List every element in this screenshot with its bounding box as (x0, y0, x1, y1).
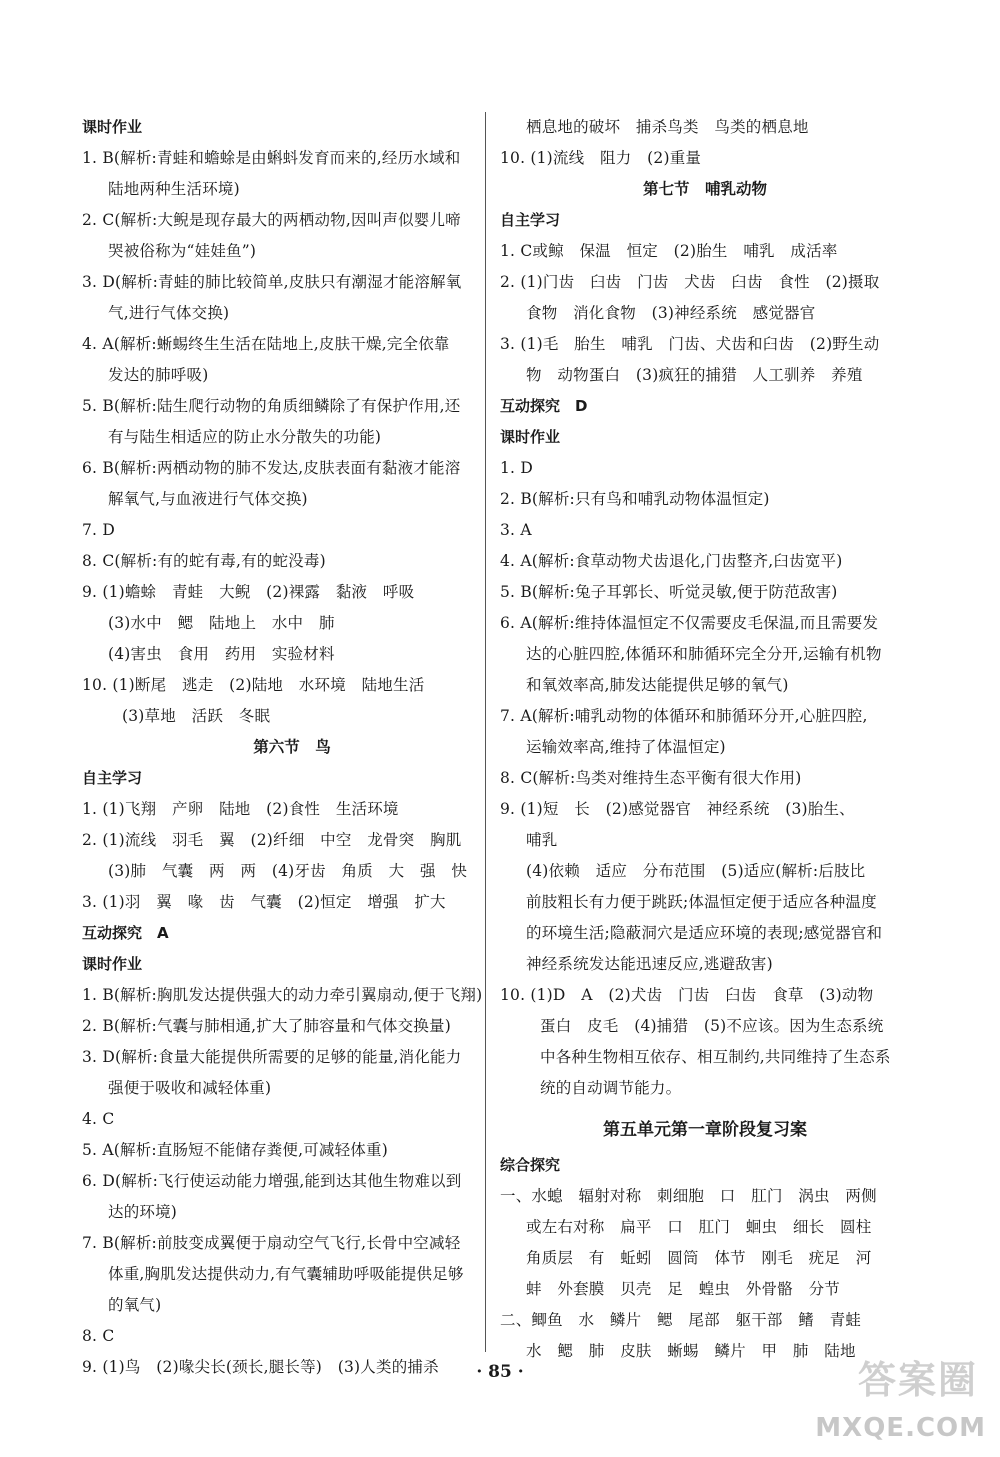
answer-continuation: 食物 消化食物 (3)神经系统 感觉器官 (526, 304, 816, 322)
answer-line: 5. B(解析:陆生爬行动物的角质细鳞除了有保护作用,还 (82, 397, 461, 415)
answer-line: 3. (1)羽 翼 喙 齿 气囊 (2)恒定 增强 扩大 (82, 893, 446, 911)
answer-continuation: 中各种生物相互依存、相互制约,共同维持了生态系 (540, 1048, 891, 1066)
answer-continuation: 发达的肺呼吸) (108, 366, 209, 384)
answer-continuation: 达的心脏四腔,体循环和肺循环完全分开,运输有机物 (526, 645, 882, 663)
answer-continuation: (3)肺 气囊 两 两 (4)牙齿 角质 大 强 快 (108, 862, 468, 880)
answer-line: 一、水螅 辐射对称 刺细胞 口 肛门 涡虫 两侧 (500, 1187, 877, 1205)
answer-line: 3. D(解析:青蛙的肺比较简单,皮肤只有潮湿才能溶解氧 (82, 273, 462, 291)
answer-continuation: 统的自动调节能力。 (540, 1079, 682, 1097)
answer-line: 1. C或鲸 保温 恒定 (2)胎生 哺乳 成活率 (500, 242, 838, 260)
right-column (500, 112, 910, 1367)
answer-continuation: 体重,胸肌发达提供动力,有气囊辅助呼吸能提供足够 (108, 1265, 464, 1283)
answer-line: 2. C(解析:大鲵是现存最大的两栖动物,因叫声似婴儿啼 (82, 211, 461, 229)
answer-line: 5. A(解析:直肠短不能储存粪便,可减轻体重) (82, 1141, 388, 1159)
answer-line: 7. A(解析:哺乳动物的体循环和肺循环分开,心脏四腔, (500, 707, 868, 725)
answer-continuation: 运输效率高,维持了体温恒定) (526, 738, 726, 756)
answer-continuation: (4)依赖 适应 分布范围 (5)适应(解析:后肢比 (526, 862, 866, 880)
answer-continuation: 强便于吸收和减轻体重) (108, 1079, 272, 1097)
answer-continuation: (4)害虫 食用 药用 实验材料 (108, 645, 335, 663)
answer-line: 4. C (82, 1110, 115, 1128)
section-heading: 自主学习 (82, 769, 143, 787)
answer-line: 1. B(解析:青蛙和蟾蜍是由蝌蚪发育而来的,经历水域和 (82, 149, 461, 167)
answer-line: 5. B(解析:兔子耳郭长、听觉灵敏,便于防范敌害) (500, 583, 838, 601)
answer-line: 二、鲫鱼 水 鳞片 鳃 尾部 躯干部 鳍 青蛙 (500, 1311, 862, 1329)
answer-continuation: 神经系统发达能迅速反应,逃避敌害) (526, 955, 773, 973)
answer-continuation: 蚌 外套膜 贝壳 足 蝗虫 外骨骼 分节 (526, 1280, 841, 1298)
answer-continuation: 或左右对称 扁平 口 肛门 蛔虫 细长 圆柱 (526, 1218, 872, 1236)
section-heading: 互动探究 D (500, 397, 588, 415)
answer-line: 2. B(解析:只有鸟和哺乳动物体温恒定) (500, 490, 770, 508)
answer-continuation: 水 鳃 肺 皮肤 蜥蜴 鳞片 甲 肺 陆地 (526, 1342, 856, 1360)
section-heading: 自主学习 (500, 211, 561, 229)
answer-line: 9. (1)鸟 (2)喙尖长(颈长,腿长等) (3)人类的捕杀 (82, 1358, 439, 1376)
answer-continuation: 角质层 有 蚯蚓 圆筒 体节 刚毛 疣足 河 (526, 1249, 872, 1267)
answer-continuation: 解氧气,与血液进行气体交换) (108, 490, 308, 508)
answer-line: 3. A (500, 521, 532, 539)
answer-line: 6. A(解析:维持体温恒定不仅需要皮毛保温,而且需要发 (500, 614, 879, 632)
answer-continuation: 的氧气) (108, 1296, 162, 1314)
answer-line: 8. C (82, 1327, 115, 1345)
answer-line: 1. D (500, 459, 533, 477)
answer-line: 10. (1)断尾 逃走 (2)陆地 水环境 陆地生活 (82, 676, 425, 694)
answer-line: 2. B(解析:气囊与肺相通,扩大了肺容量和气体交换量) (82, 1017, 451, 1035)
watermark (816, 1343, 986, 1443)
answer-continuation: 的环境生活;隐蔽洞穴是适应环境的表现;感觉器官和 (526, 924, 883, 942)
answer-line: 3. D(解析:食量大能提供所需要的足够的能量,消化能力 (82, 1048, 462, 1066)
answer-continuation: 前肢粗长有力便于跳跃;体温恒定便于适应各种温度 (526, 893, 877, 911)
answer-line: 8. C(解析:有的蛇有毒,有的蛇没毒) (82, 552, 326, 570)
answer-line: 4. A(解析:蜥蜴终生生活在陆地上,皮肤干燥,完全依靠 (82, 335, 450, 353)
answer-continuation: 蛋白 皮毛 (4)捕猎 (5)不应该。因为生态系统 (540, 1017, 884, 1035)
answer-line: 6. B(解析:两栖动物的肺不发达,皮肤表面有黏液才能溶 (82, 459, 461, 477)
answer-continuation: 气,进行气体交换) (108, 304, 230, 322)
answer-continuation: 和氧效率高,肺发达能提供足够的氧气) (526, 676, 789, 694)
answer-continuation: 哭被俗称为“娃娃鱼”) (108, 242, 257, 260)
answer-line: 7. B(解析:前肢变成翼便于扇动空气飞行,长骨中空减轻 (82, 1234, 461, 1252)
answer-continuation: (3)水中 鳃 陆地上 水中 肺 (108, 614, 335, 632)
answer-line: 3. (1)毛 胎生 哺乳 门齿、犬齿和臼齿 (2)野生动 (500, 335, 880, 353)
answer-line: 8. C(解析:鸟类对维持生态平衡有很大作用) (500, 769, 802, 787)
left-column (82, 112, 502, 1383)
answer-line: 4. A(解析:食草动物犬齿退化,门齿整齐,臼齿宽平) (500, 552, 843, 570)
answer-line: 1. B(解析:胸肌发达提供强大的动力牵引翼扇动,便于飞翔) (82, 986, 483, 1004)
answer-line: 10. (1)流线 阻力 (2)重量 (500, 149, 702, 167)
watermark-logo: 答案圈 (857, 1358, 978, 1402)
section-heading: 综合探究 (500, 1156, 561, 1174)
answer-line: 9. (1)短 长 (2)感觉器官 神经系统 (3)胎生、 (500, 800, 855, 818)
section-heading: 课时作业 (82, 955, 143, 973)
section-heading: 课时作业 (500, 428, 561, 446)
section-heading: 课时作业 (82, 118, 143, 136)
answer-continuation: 陆地两种生活环境) (108, 180, 240, 198)
answer-line: 7. D (82, 521, 115, 539)
answer-continuation: 达的环境) (108, 1203, 178, 1221)
section-title: 第七节 哺乳动物 (642, 180, 767, 198)
answer-line: 10. (1)D A (2)犬齿 门齿 臼齿 食草 (3)动物 (500, 986, 874, 1004)
answer-continuation: 栖息地的破坏 捕杀鸟类 鸟类的栖息地 (526, 118, 809, 136)
answer-line: 2. (1)门齿 臼齿 门齿 犬齿 臼齿 食性 (2)摄取 (500, 273, 880, 291)
answer-line: 1. (1)飞翔 产卵 陆地 (2)食性 生活环境 (82, 800, 399, 818)
page-number: · 85 · (476, 1362, 524, 1382)
answer-continuation: 有与陆生相适应的防止水分散失的功能) (108, 428, 382, 446)
answer-line: 2. (1)流线 羽毛 翼 (2)纤细 中空 龙骨突 胸肌 (82, 831, 462, 849)
watermark-text: MXQE.COM (815, 1413, 986, 1443)
section-title: 第六节 鸟 (253, 738, 331, 756)
answer-line: 9. (1)蟾蜍 青蛙 大鲵 (2)裸露 黏液 呼吸 (82, 583, 415, 601)
answer-continuation: 物 动物蛋白 (3)疯狂的捕猎 人工驯养 养殖 (526, 366, 863, 384)
answer-line: 6. D(解析:飞行使运动能力增强,能到达其他生物难以到 (82, 1172, 462, 1190)
answer-continuation: (3)草地 活跃 冬眠 (122, 707, 271, 725)
section-heading: 互动探究 A (82, 924, 169, 942)
answer-continuation: 哺乳 (526, 831, 558, 849)
unit-title: 第五单元第一章阶段复习案 (603, 1120, 807, 1140)
